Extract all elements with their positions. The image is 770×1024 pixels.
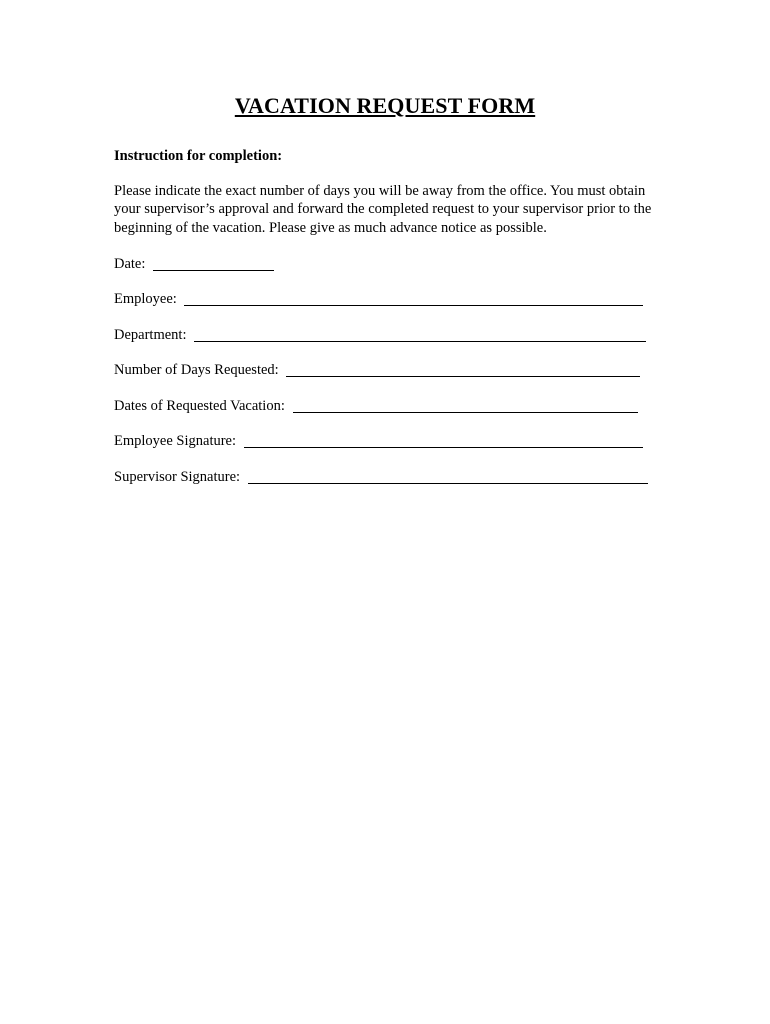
dates-requested-label: Dates of Requested Vacation:	[114, 398, 285, 414]
supervisor-signature-field	[114, 469, 648, 486]
employee-label: Employee:	[114, 291, 177, 307]
days-requested-label: Number of Days Requested:	[114, 362, 279, 378]
instruction-heading: Instruction for completion:	[114, 148, 283, 164]
department-label: Department:	[114, 327, 187, 343]
date-field	[114, 256, 274, 273]
department-field	[114, 327, 646, 344]
dates-requested-field	[114, 398, 638, 415]
date-blank-line[interactable]	[153, 269, 274, 271]
days-requested-field	[114, 362, 640, 379]
employee-signature-field	[114, 433, 643, 450]
supervisor-signature-blank-line[interactable]	[248, 482, 648, 484]
page-title: VACATION REQUEST FORM	[234, 93, 536, 118]
dates-requested-blank-line[interactable]	[293, 411, 638, 413]
employee-signature-label: Employee Signature:	[114, 433, 237, 449]
employee-blank-line[interactable]	[184, 304, 643, 306]
supervisor-signature-label: Supervisor Signature:	[114, 469, 241, 485]
employee-signature-blank-line[interactable]	[244, 446, 643, 448]
instruction-paragraph: Please indicate the exact number of days you will be away from the office. You must obtain your supervisor’s approval and forward the completed request to your supervisor prior to the beginning of the vacation. Please give as much advance notice as possible.	[114, 183, 652, 236]
employee-field	[114, 291, 643, 308]
date-label: Date:	[114, 256, 146, 272]
department-blank-line[interactable]	[194, 340, 646, 342]
days-requested-blank-line[interactable]	[286, 375, 640, 377]
